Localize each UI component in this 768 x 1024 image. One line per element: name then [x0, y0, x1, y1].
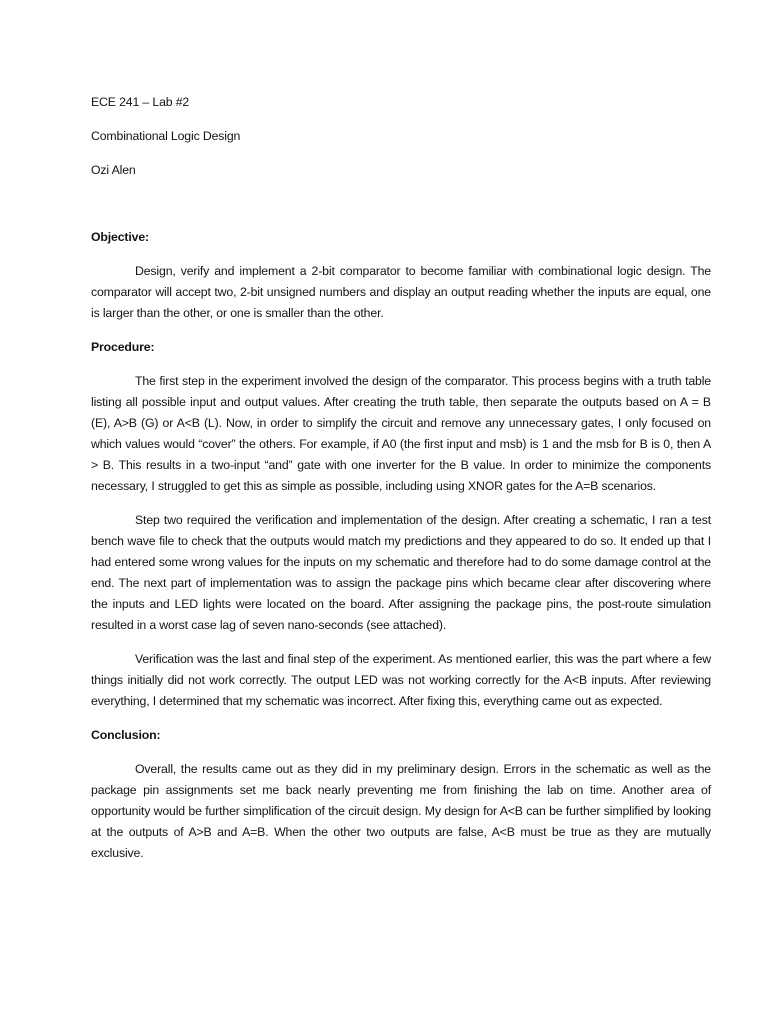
- procedure-paragraph-1: The first step in the experiment involved the design of the comparator. This process begins with a truth table listing all possible input and output values. After creating the truth table, then separate the outputs based on A = B (E), A>B (G) or A<B (L). Now, in order to simplify the circuit and remove any unnecessary gates, I only focused on which values would “cover” the others. For example, if A0 (the first input and msb) is 1 and the msb for B is 0, then A > B. This results in a two-input “and” gate with one inverter for the B value. In order to minimize the components necessary, I struggled to get this as simple as possible, including using XNOR gates for the A=B scenarios.: [91, 374, 711, 493]
- procedure-paragraph-3: Verification was the last and final step of the experiment. As mentioned earlier, this was the part where a few things initially did not work correctly. The output LED was not working correctly for the A<B inputs. After reviewing everything, I determined that my schematic was incorrect. After fixing this, everything came out as expected.: [91, 652, 711, 708]
- procedure-heading: Procedure:: [91, 340, 155, 354]
- author-name: Ozi Alen: [91, 163, 136, 177]
- procedure-paragraph-2: Step two required the verification and implementation of the design. After creating a schematic, I ran a test bench wave file to check that the outputs would match my predictions and they appeared to do so. It ended up that I had entered some wrong values for the inputs on my schematic and therefore had to do some damage control at the end. The next part of implementation was to assign the package pins which became clear after discovering where the inputs and LED lights were located on the board. After assigning the package pins, the post-route simulation resulted in a worst case lag of seven nano-seconds (see attached).: [91, 513, 711, 632]
- course-line: ECE 241 – Lab #2: [91, 95, 190, 109]
- objective-paragraph: Design, verify and implement a 2-bit comparator to become familiar with combinational logic design. The comparator will accept two, 2-bit unsigned numbers and display an output reading whether the inputs are equal, one is larger than the other, or one is smaller than the other.: [91, 264, 711, 320]
- conclusion-heading: Conclusion:: [91, 728, 161, 742]
- lab-title: Combinational Logic Design: [91, 129, 241, 143]
- document-body: [91, 92, 711, 864]
- objective-heading: Objective:: [91, 230, 149, 244]
- conclusion-paragraph: Overall, the results came out as they did in my preliminary design. Errors in the schematic as well as the package pin assignments set me back nearly preventing me from finishing the lab on time. Another area of opportunity would be further simplification of the circuit design. My design for A<B can be further simplified by looking at the outputs of A>B and A=B. When the other two outputs are false, A<B must be true as they are mutually exclusive.: [91, 762, 711, 860]
